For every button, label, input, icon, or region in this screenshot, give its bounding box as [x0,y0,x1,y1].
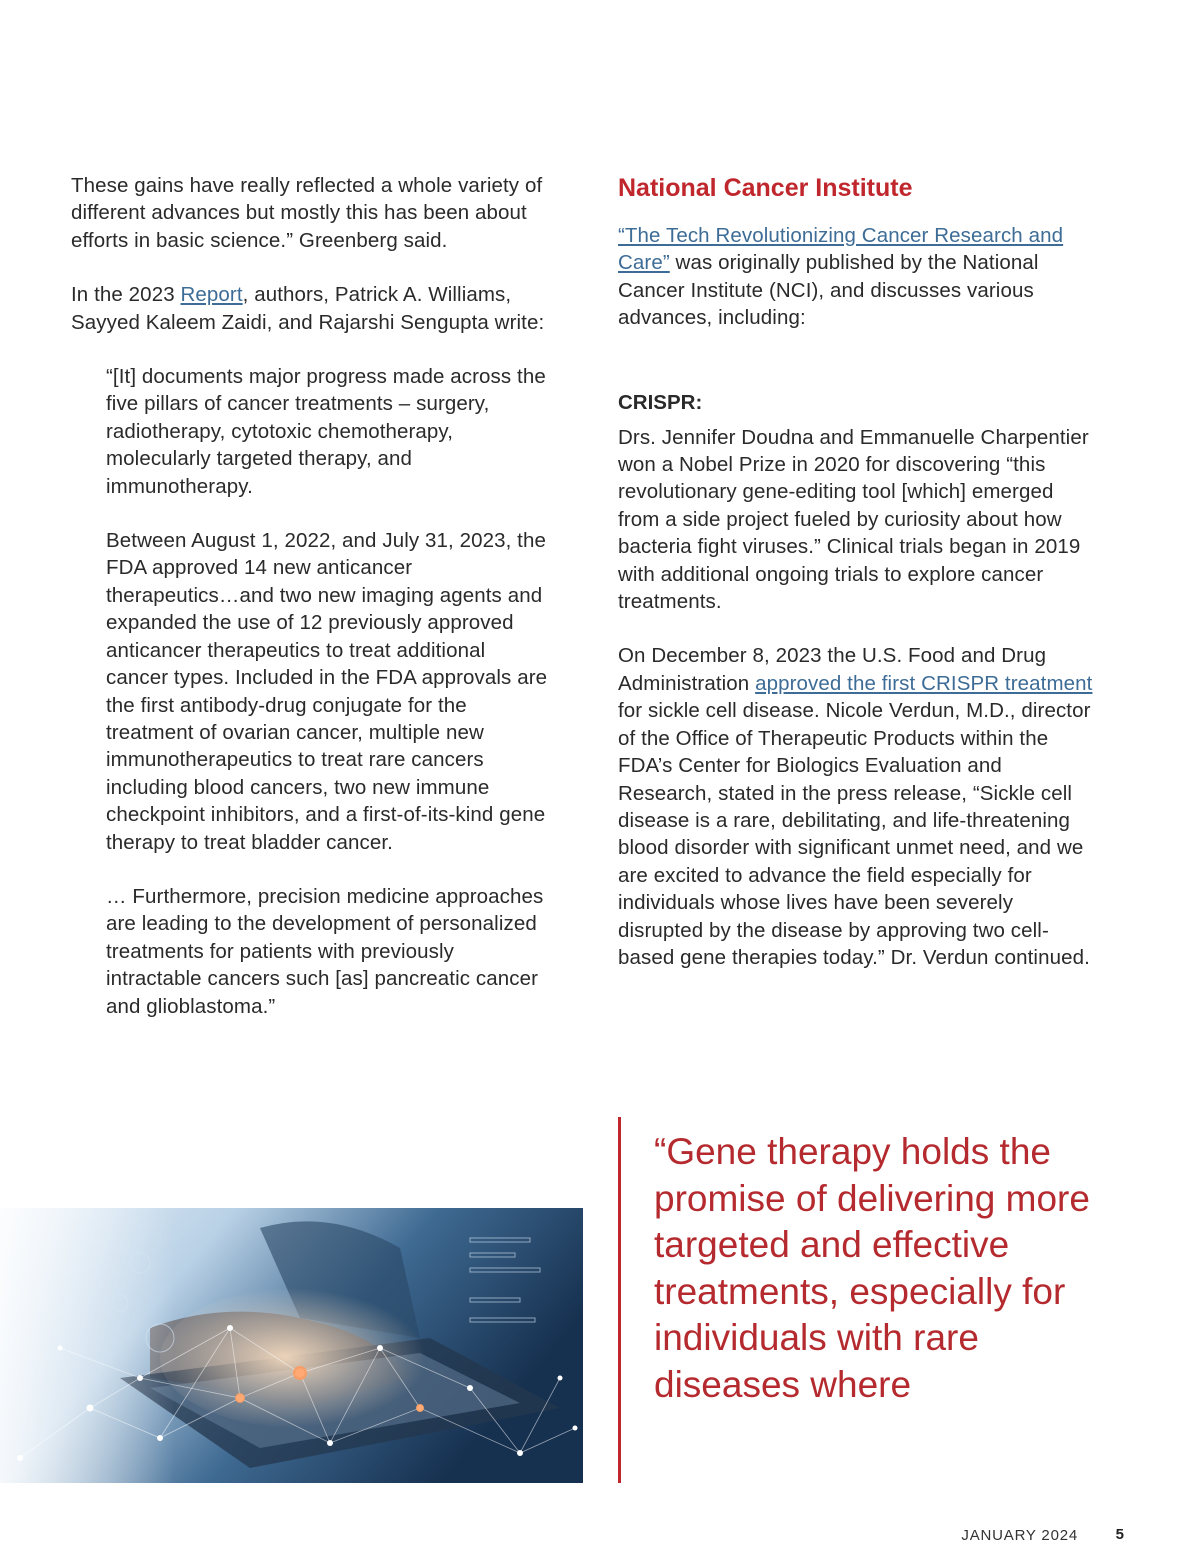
page-number: 5 [1115,1526,1124,1543]
blockquote-paragraph-3: … Furthermore, precision medicine approaches are leading to the development of personalized treatments for patients with previously intractable cancers such [as] pancreatic cancer and glioblastoma.” [106,884,544,1018]
paragraph-greenberg-quote: These gains have really reflected a whole variety of different advances but mostly this has been about efforts in basic science.” Greenberg said. [71,174,543,252]
nci-intro-text: was originally published by the National Cancer Institute (NCI), and discusses various advances, including: [618,251,1039,330]
pull-quote-text: “Gene therapy holds the promise of delivering more targeted and effective treatments, especially for individuals with rare diseases where [654,1131,1090,1405]
network-illustration [0,1208,583,1483]
section-heading-nci: National Cancer Institute [618,174,913,202]
blockquote-paragraph-2: Between August 1, 2022, and July 31, 2023, the FDA approved 14 new anticancer therapeutics…and two new imaging agents and expanded the use of 12 previously approved anticancer therapeutics to treat additional cancer types. Included in the FDA approvals are the first antibody-drug conjugate for the treatment of ovarian cancer, multiple new immunotherapeutics to treat rare cancers including blood cancers, two new immune checkpoint inhibitors, and a first-of-its-kind gene therapy to treat bladder cancer. [106,529,548,854]
approved-crispr-link[interactable]: approved the first CRISPR treatment [755,671,1093,695]
left-column [71,172,551,1020]
tech-hands-keyboard-image [0,1208,583,1483]
paragraph-nci-intro [618,222,1098,332]
crispr-heading: CRISPR: [618,390,703,414]
crispr-fda-text-a: On December 8, 2023 the U.S. Food and Drug Administration [618,644,1047,695]
report-link[interactable]: Report [180,283,243,307]
right-column [618,172,1098,971]
paragraph-crispr-nobel: Drs. Jennifer Doudna and Emmanuelle Charpentier won a Nobel Prize in 2020 for discovering “this revolutionary gene-editing tool [which] emerged from a side project fueled by curiosity about how bacteria fight viruses.” Clinical trials began in 2019 with additional ongoing trials to explore cancer treatments. [618,425,1089,614]
paragraph-crispr-fda [618,642,1098,971]
blockquote-paragraph-1: “[It] documents major progress made across the five pillars of cancer treatments – surgery, radiotherapy, cytotoxic chemotherapy, molecularly targeted therapy, and immunotherapy. [106,365,546,498]
pull-quote [618,1117,1098,1483]
report-intro-text-b: , authors, Patrick A. Williams, Sayyed Kaleem Zaidi, and Rajarshi Sengupta write: [71,283,545,334]
footer-date: JANUARY 2024 [961,1527,1078,1544]
crispr-fda-text-b: for sickle cell disease. Nicole Verdun, M.D., director of the Office of Therapeutic Products within the FDA’s Center for Biologics Evaluation and Research, stated in the press release, “Sickle cell disease is a rare, debilitating, and life-threatening blood disorder with significant unmet need, and we are excited to advance the field especially for individuals whose lives have been severely disrupted by the disease by approving two cell-based gene therapies today.” Dr. Verdun continued. [618,699,1091,969]
report-intro-text-a: In the 2023 [71,283,181,307]
paragraph-report-intro [71,281,551,336]
tech-revolutionizing-link[interactable]: “The Tech Revolutionizing Cancer Research and Care” [618,224,1064,275]
